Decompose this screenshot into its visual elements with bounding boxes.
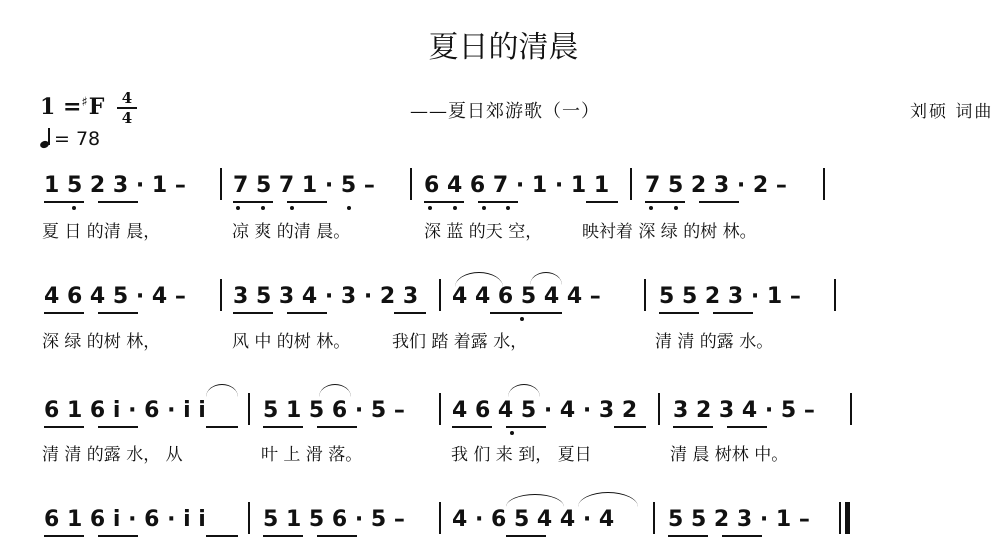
low-dot bbox=[649, 206, 653, 210]
low-dot bbox=[347, 206, 351, 210]
bar-line bbox=[248, 502, 250, 534]
bar-line bbox=[658, 393, 660, 425]
measure: 1 5 2 3 · 1 – bbox=[44, 173, 186, 198]
measure: 5 5 2 3 · 1 – bbox=[668, 507, 810, 532]
slur bbox=[319, 384, 351, 397]
lyric: 映衬着 深 绿 的树 林。 bbox=[582, 222, 757, 242]
low-dot bbox=[72, 206, 76, 210]
sharp-icon: ♯ bbox=[81, 95, 88, 110]
underline bbox=[614, 426, 646, 428]
underline bbox=[206, 535, 238, 537]
low-dot bbox=[510, 431, 514, 435]
lyric: 清 清 的露 水。 bbox=[655, 332, 774, 352]
underline bbox=[317, 426, 357, 428]
measure: 5 5 2 3 · 1 – bbox=[659, 284, 801, 309]
tempo-marking bbox=[40, 128, 100, 150]
underline bbox=[506, 426, 546, 428]
low-dot bbox=[506, 206, 510, 210]
measure: 7 5 7 1 · 5 – bbox=[233, 173, 375, 198]
low-dot bbox=[290, 206, 294, 210]
measure: 7 5 2 3 · 2 – bbox=[645, 173, 787, 198]
underline bbox=[287, 312, 327, 314]
underline bbox=[490, 312, 562, 314]
slur bbox=[506, 494, 564, 507]
lyric: 我们 踏 着露 水， bbox=[392, 332, 528, 352]
underline bbox=[98, 535, 138, 537]
underline bbox=[233, 201, 273, 203]
underline bbox=[673, 426, 713, 428]
underline bbox=[44, 312, 84, 314]
underline bbox=[263, 535, 303, 537]
slur bbox=[508, 384, 540, 397]
underline bbox=[727, 426, 767, 428]
bar-line bbox=[850, 393, 852, 425]
time-bottom: 4 bbox=[121, 109, 133, 127]
key-signature bbox=[40, 94, 104, 120]
key-note: F bbox=[88, 94, 105, 120]
lyric: 深 绿 的树 林， bbox=[42, 332, 161, 352]
bar-line bbox=[839, 502, 841, 534]
measure: 3 2 3 4 · 5 – bbox=[673, 398, 815, 423]
measure: 4 4 6 5 4 4 – bbox=[452, 284, 601, 309]
underline bbox=[233, 312, 273, 314]
key-prefix: 1 = bbox=[40, 94, 82, 120]
bar-line bbox=[220, 279, 222, 311]
underline bbox=[659, 312, 699, 314]
song-title: 夏日的清晨 bbox=[428, 30, 579, 65]
underline bbox=[394, 312, 426, 314]
measure: 6 4 6 7 · 1 · 1 1 bbox=[424, 173, 610, 198]
lyric: 深 蓝 的天 空， bbox=[424, 222, 543, 242]
underline bbox=[44, 201, 84, 203]
underline bbox=[44, 426, 84, 428]
measure: 5 1 5 6 · 5 – bbox=[263, 507, 405, 532]
low-dot bbox=[453, 206, 457, 210]
underline bbox=[98, 312, 138, 314]
underline bbox=[98, 201, 138, 203]
bar-line bbox=[823, 168, 825, 200]
lyric: 风 中 的树 林。 bbox=[232, 332, 351, 352]
measure: 6 1 6 i · 6 · i i bbox=[44, 398, 206, 423]
lyric: 叶 上 滑 落。 bbox=[261, 445, 363, 465]
time-top: 4 bbox=[121, 89, 133, 107]
bar-line bbox=[439, 279, 441, 311]
low-dot bbox=[428, 206, 432, 210]
underline bbox=[424, 201, 464, 203]
slur bbox=[578, 492, 638, 507]
lyric: 凉 爽 的清 晨。 bbox=[232, 222, 351, 242]
underline bbox=[287, 201, 327, 203]
measure: 5 1 5 6 · 5 – bbox=[263, 398, 405, 423]
underline bbox=[263, 426, 303, 428]
tempo-value: = 78 bbox=[54, 128, 101, 150]
slur bbox=[206, 384, 238, 397]
underline bbox=[668, 535, 708, 537]
underline bbox=[98, 426, 138, 428]
bar-line bbox=[248, 393, 250, 425]
bar-line bbox=[220, 168, 222, 200]
bar-line bbox=[410, 168, 412, 200]
low-dot bbox=[261, 206, 265, 210]
bar-line bbox=[653, 502, 655, 534]
bar-line bbox=[644, 279, 646, 311]
underline bbox=[44, 535, 84, 537]
low-dot bbox=[482, 206, 486, 210]
underline bbox=[206, 426, 238, 428]
measure: 4 6 4 5 · 4 – bbox=[44, 284, 186, 309]
low-dot bbox=[520, 317, 524, 321]
measure: 4 · 6 5 4 4 · 4 bbox=[452, 507, 615, 532]
lyric: 清 清 的露 水， 从 bbox=[42, 445, 183, 465]
measure: 3 5 3 4 · 3 · 2 3 bbox=[233, 284, 419, 309]
slur bbox=[455, 272, 503, 287]
bar-line bbox=[834, 279, 836, 311]
credit: 刘硕 词曲 bbox=[910, 102, 994, 122]
time-signature bbox=[117, 90, 137, 126]
measure: 4 6 4 5 · 4 · 3 2 bbox=[452, 398, 638, 423]
underline bbox=[317, 535, 357, 537]
bar-line bbox=[439, 393, 441, 425]
underline bbox=[699, 201, 739, 203]
low-dot bbox=[674, 206, 678, 210]
quarter-note-icon bbox=[40, 128, 54, 148]
lyric: 清 晨 树林 中。 bbox=[670, 445, 789, 465]
underline bbox=[645, 201, 685, 203]
lyric: 我 们 来 到， 夏日 bbox=[451, 445, 592, 465]
subtitle: ——夏日郊游歌（一） bbox=[410, 101, 600, 122]
final-bar-line bbox=[845, 502, 850, 534]
slur bbox=[530, 272, 562, 285]
underline bbox=[586, 201, 618, 203]
bar-line bbox=[439, 502, 441, 534]
low-dot bbox=[236, 206, 240, 210]
bar-line bbox=[630, 168, 632, 200]
underline bbox=[452, 426, 492, 428]
underline bbox=[713, 312, 753, 314]
lyric: 夏 日 的清 晨， bbox=[42, 222, 161, 242]
measure: 6 1 6 i · 6 · i i bbox=[44, 507, 206, 532]
underline bbox=[478, 201, 518, 203]
underline bbox=[722, 535, 762, 537]
underline bbox=[506, 535, 546, 537]
